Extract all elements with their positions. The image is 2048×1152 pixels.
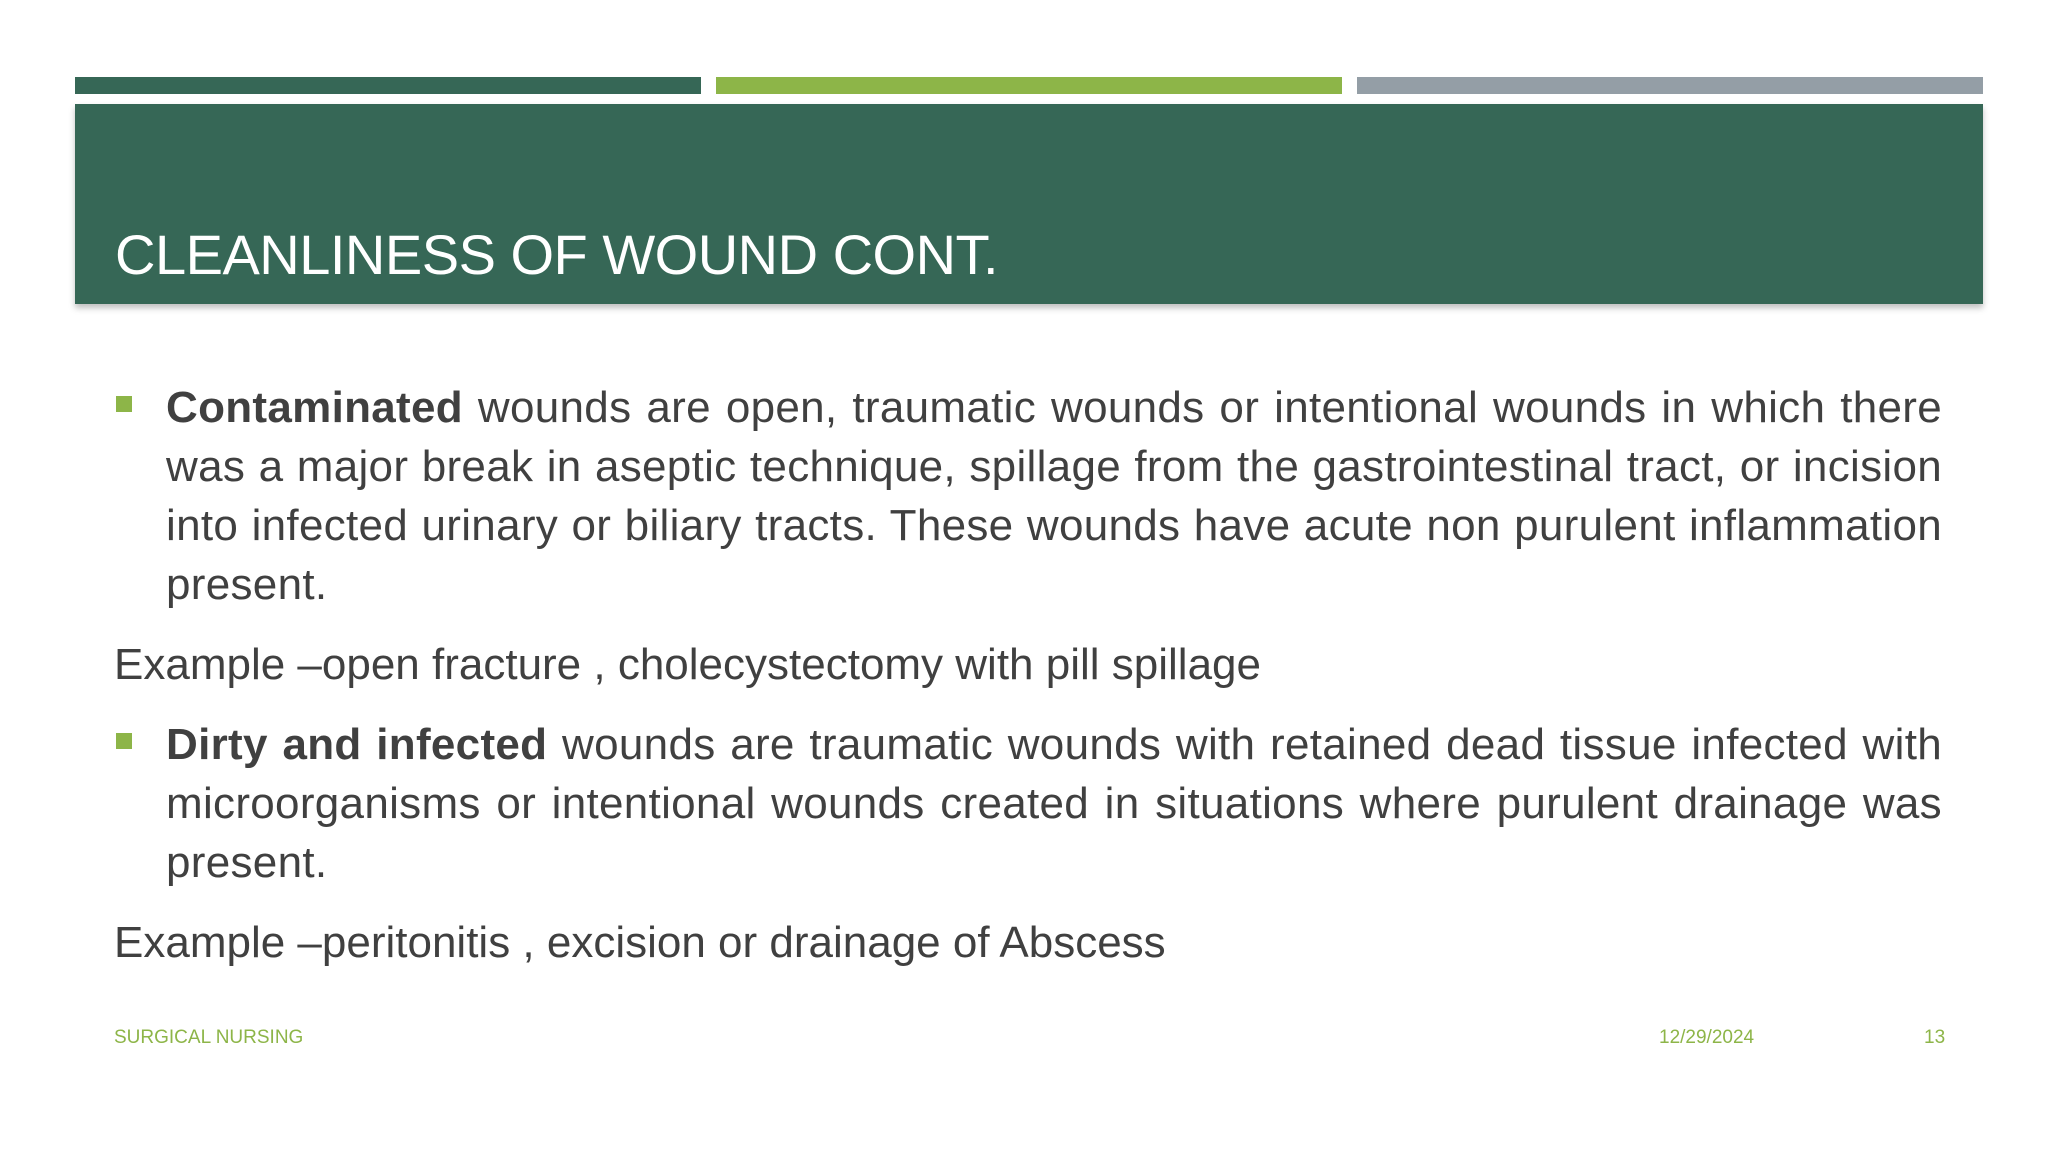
footer-page-number: 13 (1924, 1027, 1946, 1048)
accent-bar-light-green (716, 77, 1342, 94)
example-line: Example –open fracture , cholecystectomy with pill spillage (114, 640, 1261, 689)
slide-content (114, 378, 1942, 993)
bullet-text: wounds are traumatic wounds with retained dead tissue infected with microorganisms or intentional wounds created in situations where purulent drainage was present. (166, 720, 1942, 887)
bullet-item-dirty-infected (114, 715, 1942, 892)
square-bullet-icon (116, 396, 132, 412)
bullet-term: Contaminated (166, 383, 463, 432)
footer-date: 12/29/2024 (1659, 1027, 1755, 1048)
bullet-term: Dirty and infected (166, 720, 548, 769)
accent-bar-dark-green (75, 77, 701, 94)
accent-bar-gray (1357, 77, 1983, 94)
title-band (75, 104, 1983, 304)
example-line: Example –peritonitis , excision or drainage of Abscess (114, 918, 1166, 967)
slide-title: CLEANLINESS OF WOUND CONT. (115, 223, 999, 286)
bullet-item-contaminated (114, 378, 1942, 614)
bullet-text: wounds are open, traumatic wounds or intentional wounds in which there was a major break in aseptic technique, spillage from the gastrointestinal tract, or incision into infected urinary or biliary tracts. These wounds have acute non purulent inflammation present. (166, 383, 1942, 609)
footer-course-name: SURGICAL NURSING (114, 1027, 304, 1048)
square-bullet-icon (116, 733, 132, 749)
